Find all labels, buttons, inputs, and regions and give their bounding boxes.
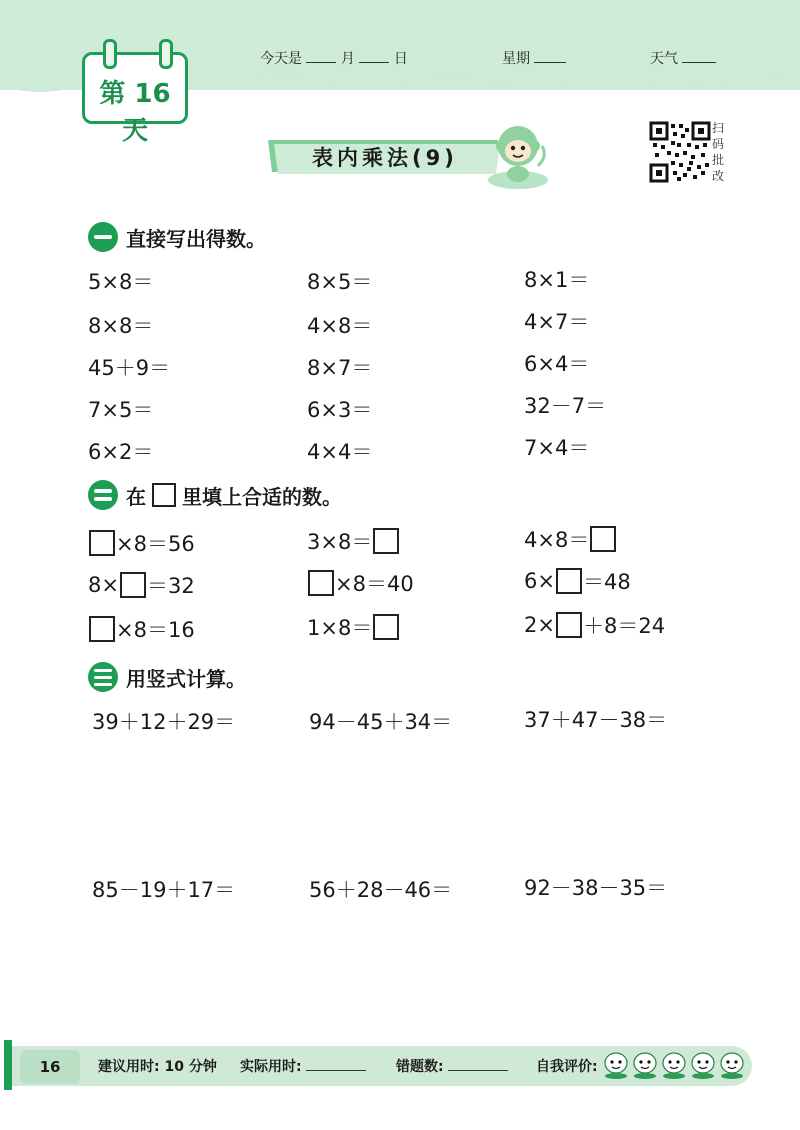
month-label: 月 xyxy=(340,51,355,67)
vertical-calc-problem: 37＋47－38＝ xyxy=(524,708,668,732)
calendar-ring-icon xyxy=(159,39,173,69)
problem: 4×8＝ xyxy=(307,314,373,338)
problem: 6×3＝ xyxy=(307,398,373,422)
rating-face-icon[interactable] xyxy=(603,1050,629,1080)
section-2-title-before: 在 xyxy=(126,484,146,509)
problem-post: ＝48 xyxy=(582,570,631,594)
fill-problem xyxy=(524,524,617,554)
weather-label: 天气 xyxy=(650,51,678,67)
self-eval-label: 自我评价: xyxy=(536,1059,598,1075)
weather-field xyxy=(650,48,716,68)
problem: 6×2＝ xyxy=(88,440,154,464)
fill-problem xyxy=(307,612,400,642)
problem: 6×4＝ xyxy=(524,352,590,376)
section-2-title xyxy=(88,480,342,510)
section-3-title-text: 用竖式计算。 xyxy=(126,666,246,691)
problem: 8×7＝ xyxy=(307,356,373,380)
errors-label: 错题数: xyxy=(396,1059,444,1075)
monkey-mascot-icon xyxy=(478,116,556,194)
answer-box[interactable] xyxy=(89,530,115,556)
problem-pre: 2× xyxy=(524,613,555,637)
problem-post: ×8＝56 xyxy=(116,532,195,556)
vertical-calc-problem: 56＋28－46＝ xyxy=(309,878,453,902)
problem: 4×4＝ xyxy=(307,440,373,464)
day-suffix: 日 xyxy=(393,51,408,67)
weekday-label: 星期 xyxy=(502,51,530,67)
problem: 45＋9＝ xyxy=(88,356,171,380)
answer-box[interactable] xyxy=(89,616,115,642)
problem-post: ＋8＝24 xyxy=(582,614,666,638)
rating-face-icon[interactable] xyxy=(661,1050,687,1080)
qr-caption: 扫码批改 xyxy=(712,121,725,183)
problem: 8×8＝ xyxy=(88,314,154,338)
problem: 32－7＝ xyxy=(524,394,607,418)
weekday-blank[interactable] xyxy=(534,50,566,63)
weekday-field xyxy=(502,48,566,68)
fill-problem xyxy=(524,610,665,640)
problem: 7×5＝ xyxy=(88,398,154,422)
fill-problem xyxy=(88,614,195,644)
errors-field xyxy=(396,1056,508,1076)
actual-time-field xyxy=(240,1056,366,1076)
fill-problem xyxy=(88,570,195,600)
date-field xyxy=(260,48,408,68)
problem-post: ×8＝16 xyxy=(116,618,195,642)
rating-face-icon[interactable] xyxy=(690,1050,716,1080)
answer-box[interactable] xyxy=(556,568,582,594)
footer-accent xyxy=(4,1040,12,1090)
fill-problem xyxy=(524,566,631,596)
section-3-badge-icon xyxy=(88,662,118,692)
answer-box[interactable] xyxy=(590,526,616,552)
section-1-title xyxy=(88,222,266,252)
vertical-calc-problem: 94－45＋34＝ xyxy=(309,710,453,734)
vertical-calc-problem: 39＋12＋29＝ xyxy=(92,710,236,734)
month-blank[interactable] xyxy=(306,50,336,63)
answer-box[interactable] xyxy=(308,570,334,596)
fill-problem xyxy=(307,526,400,556)
actual-time-label: 实际用时: xyxy=(240,1059,302,1075)
answer-box[interactable] xyxy=(120,572,146,598)
answer-box[interactable] xyxy=(556,612,582,638)
vertical-calc-problem: 85－19＋17＝ xyxy=(92,878,236,902)
problem-pre: 1×8＝ xyxy=(307,616,373,640)
day-blank[interactable] xyxy=(359,50,389,63)
problem: 5×8＝ xyxy=(88,270,154,294)
problem-pre: 6× xyxy=(524,569,555,593)
section-2-badge-icon xyxy=(88,480,118,510)
weather-blank[interactable] xyxy=(682,50,716,63)
problem: 8×1＝ xyxy=(524,268,590,292)
day-badge xyxy=(82,52,188,146)
answer-box[interactable] xyxy=(373,528,399,554)
vertical-calc-problem: 92－38－35＝ xyxy=(524,876,668,900)
rating-face-icon[interactable] xyxy=(719,1050,745,1080)
section-3-title xyxy=(88,662,246,692)
section-1-title-text: 直接写出得数。 xyxy=(126,226,266,251)
blank-box-icon xyxy=(152,483,176,507)
fill-problem xyxy=(88,528,195,558)
section-2-title-after: 里填上合适的数。 xyxy=(182,484,342,509)
qr-code-icon[interactable] xyxy=(649,121,711,183)
calendar-ring-icon xyxy=(103,39,117,69)
errors-blank[interactable] xyxy=(448,1058,508,1071)
fill-problem xyxy=(307,568,414,598)
problem-pre: 3×8＝ xyxy=(307,530,373,554)
problem: 8×5＝ xyxy=(307,270,373,294)
page-number: 16 xyxy=(20,1050,80,1084)
problem-post: ×8＝40 xyxy=(335,572,414,596)
actual-time-blank[interactable] xyxy=(306,1058,366,1071)
suggested-time: 建议用时: 10 分钟 xyxy=(98,1059,217,1075)
date-prefix: 今天是 xyxy=(260,51,302,67)
problem: 4×7＝ xyxy=(524,310,590,334)
rating-face-icon[interactable] xyxy=(632,1050,658,1080)
topic-title: 表内乘法(9) xyxy=(312,146,458,170)
section-1-badge-icon xyxy=(88,222,118,252)
problem: 7×4＝ xyxy=(524,436,590,460)
problem-pre: 8× xyxy=(88,573,119,597)
problem-post: ＝32 xyxy=(146,574,195,598)
answer-box[interactable] xyxy=(373,614,399,640)
day-label: 第 16 天 xyxy=(99,79,171,146)
problem-pre: 4×8＝ xyxy=(524,528,590,552)
